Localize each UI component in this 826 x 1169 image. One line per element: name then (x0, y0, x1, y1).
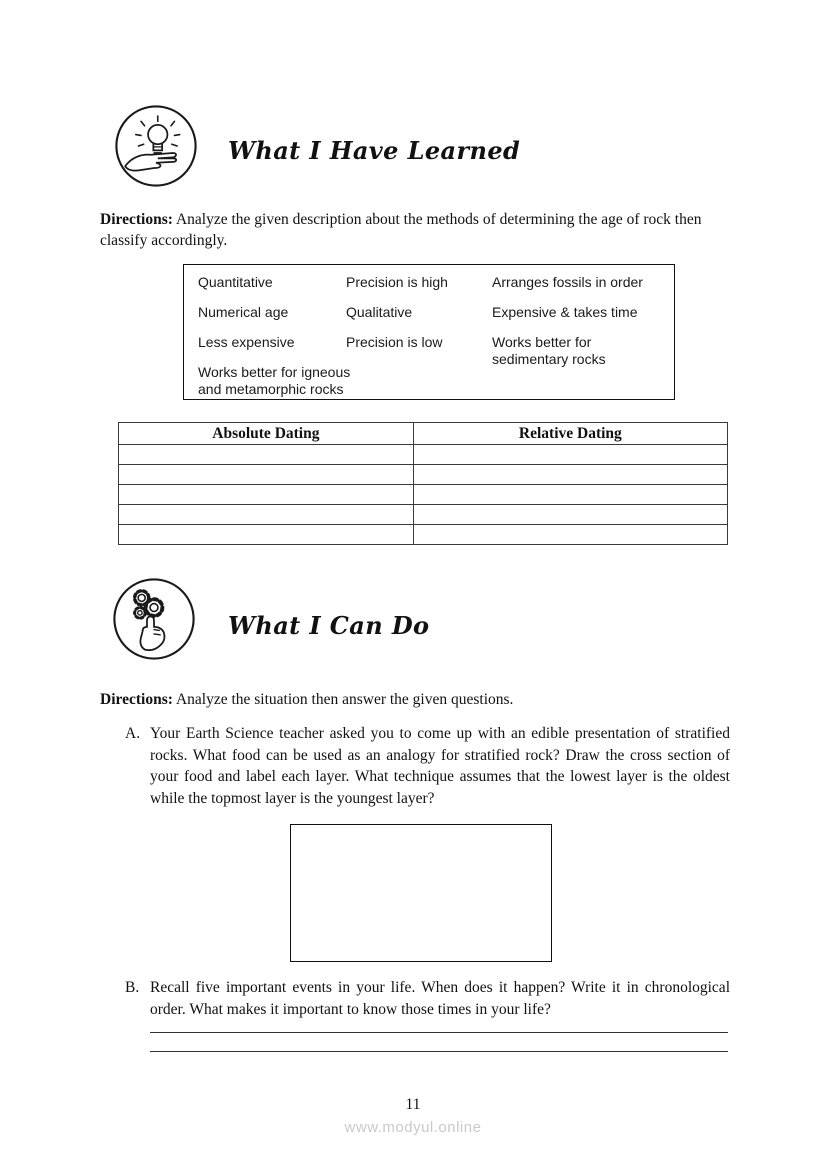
classification-table-empty-cell (119, 525, 414, 545)
word-bank-term: Quantitative (198, 274, 273, 290)
word-bank-term: Qualitative (346, 304, 413, 320)
classification-table-empty-row (119, 505, 728, 525)
classification-table-empty-row (119, 525, 728, 545)
word-bank-term: Works better for sedimentary rocks (492, 334, 606, 367)
gears-hand-icon (110, 575, 198, 663)
lightbulb-in-hand-icon (112, 102, 200, 190)
question-b-text: Recall five important events in your life. When does it happen? Write it in chronological order. What makes it important to know those times in your life? (150, 979, 730, 1018)
word-bank-term: Numerical age (198, 304, 289, 320)
word-bank-box (183, 264, 675, 400)
classification-table-empty-cell (413, 505, 727, 525)
classification-table-empty-row (119, 465, 728, 485)
directions-learned (100, 209, 734, 251)
directions-text: Analyze the given description about the methods of determining the age of rock then classify accordingly. (100, 211, 702, 249)
classification-table-empty-cell (413, 445, 727, 465)
drawing-answer-box (290, 824, 552, 962)
word-bank-term: Precision is high (346, 274, 448, 290)
answer-line (150, 1014, 728, 1033)
table-header-relative-dating: Relative Dating (413, 423, 727, 445)
section-title-what-i-have-learned: What I Have Learned (228, 136, 521, 165)
classification-table-header-row (119, 423, 728, 445)
classification-table-empty-row (119, 485, 728, 505)
question-b-label: B. (125, 979, 140, 996)
classification-table-body (119, 445, 728, 545)
classification-table-empty-cell (119, 465, 414, 485)
classification-table-empty-cell (119, 485, 414, 505)
directions-label: Directions: (100, 691, 173, 708)
word-bank-column-3 (492, 274, 667, 381)
directions-label: Directions: (100, 211, 173, 228)
table-header-absolute-dating: Absolute Dating (119, 423, 414, 445)
word-bank-term: Less expensive (198, 334, 295, 350)
classification-table-empty-cell (413, 525, 727, 545)
classification-table-empty-cell (413, 485, 727, 505)
word-bank-column-1 (198, 274, 368, 411)
classification-table (118, 422, 728, 545)
page-number: 11 (405, 1096, 421, 1113)
word-bank-term: Expensive & takes time (492, 304, 638, 320)
answer-lines (150, 1014, 728, 1052)
classification-table-empty-cell (413, 465, 727, 485)
classification-table-empty-cell (119, 505, 414, 525)
answer-line (150, 1033, 728, 1052)
watermark: www.modyul.online (344, 1119, 482, 1136)
question-a-label: A. (125, 725, 141, 742)
classification-table-empty-row (119, 445, 728, 465)
directions-text: Analyze the situation then answer the given questions. (175, 691, 514, 708)
word-bank-column-2 (346, 274, 491, 364)
word-bank-term: Works better for igneous and metamorphic rocks (198, 364, 351, 397)
question-a-text: Your Earth Science teacher asked you to come up with an edible presentation of stratified rocks. What food can be used as an analogy for stratified rock? Draw the cross section of your food and label each layer. What technique assumes that the lowest layer is the oldest while the topmost layer is the youngest layer? (150, 725, 730, 807)
word-bank-term: Precision is low (346, 334, 443, 350)
section-title-what-i-can-do: What I Can Do (228, 611, 430, 640)
directions-cando (100, 689, 734, 710)
classification-table-empty-cell (119, 445, 414, 465)
word-bank-term: Arranges fossils in order (492, 274, 643, 290)
